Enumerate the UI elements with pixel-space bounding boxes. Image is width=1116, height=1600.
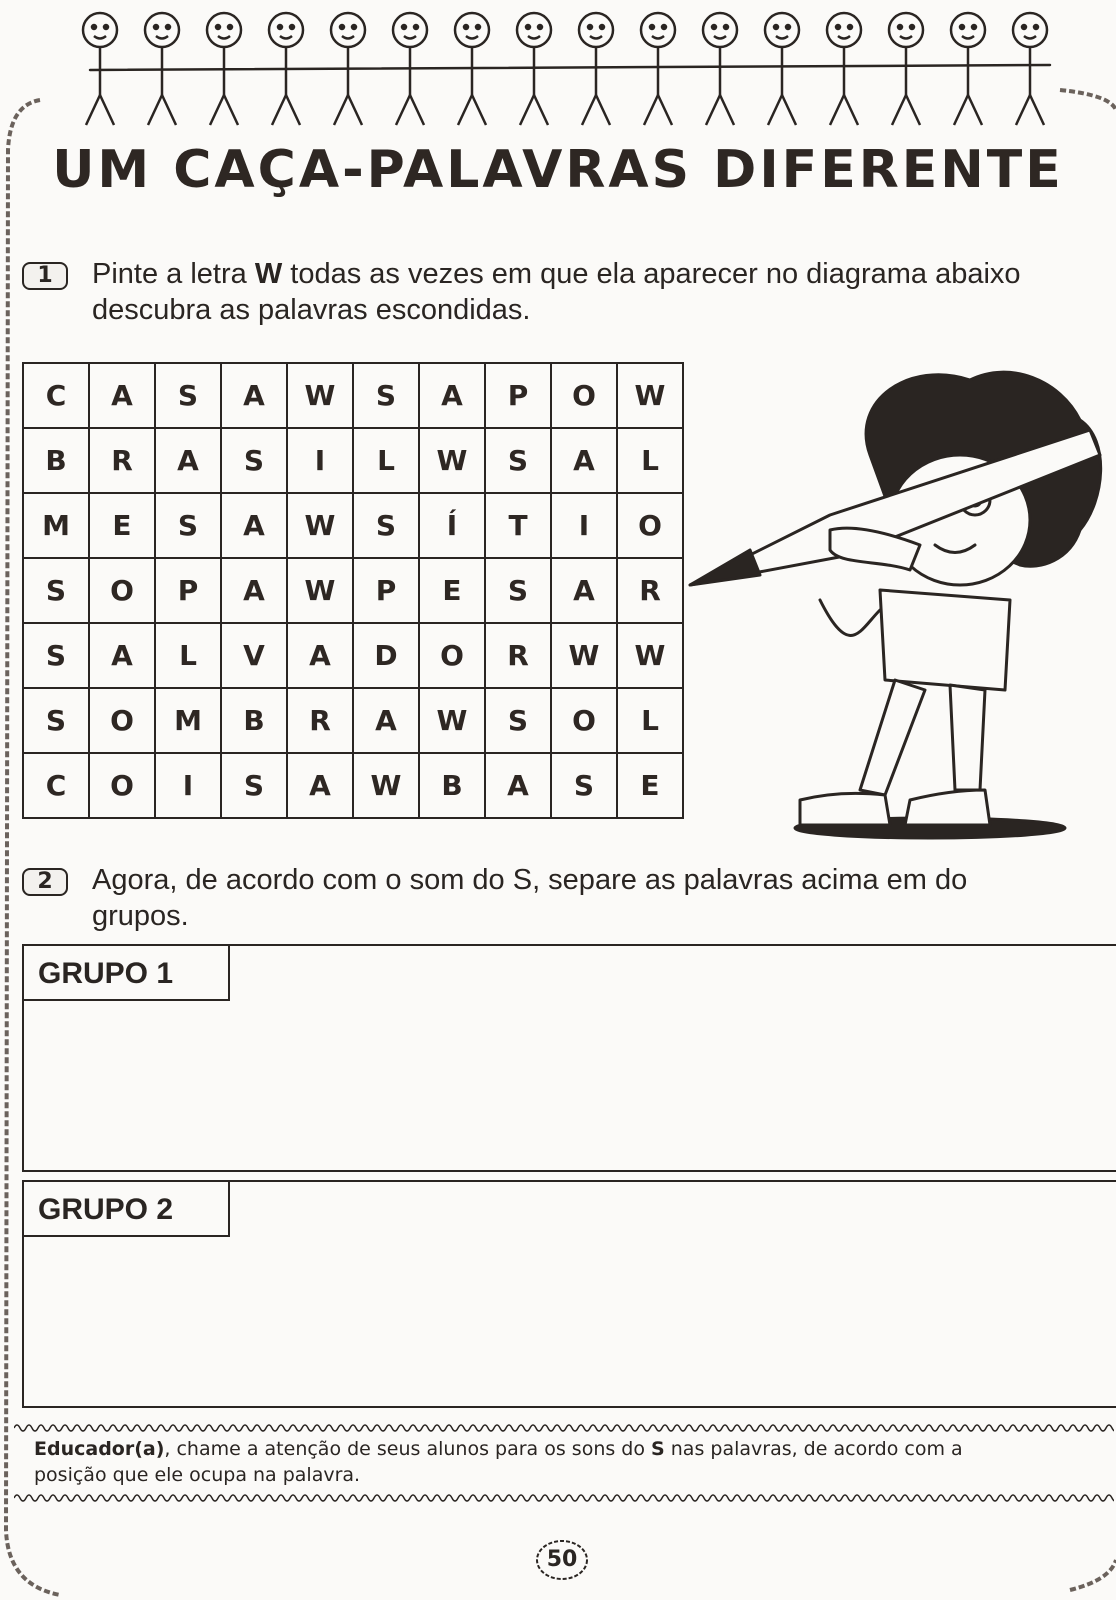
- boy-holding-pencil-illustration: [680, 360, 1110, 840]
- grid-cell[interactable]: W: [287, 558, 353, 623]
- grid-cell[interactable]: R: [485, 623, 551, 688]
- grid-cell[interactable]: O: [89, 753, 155, 818]
- child-figure: [517, 13, 551, 125]
- child-figure: [889, 13, 923, 125]
- note-text-1: , chame a atenção de seus alunos para os sons do: [164, 1438, 652, 1460]
- children-holding-hands-illustration: [60, 0, 1070, 135]
- grid-cell[interactable]: B: [221, 688, 287, 753]
- grid-cell[interactable]: A: [551, 558, 617, 623]
- grid-cell[interactable]: S: [221, 428, 287, 493]
- grid-cell[interactable]: M: [23, 493, 89, 558]
- grid-cell[interactable]: I: [551, 493, 617, 558]
- grid-row: [23, 363, 683, 428]
- grid-cell[interactable]: O: [419, 623, 485, 688]
- q1-text-start: Pinte a letra: [92, 258, 255, 290]
- q1-letter-w: W: [254, 258, 283, 290]
- group-2-answer-box[interactable]: [22, 1180, 1116, 1408]
- grid-cell[interactable]: P: [155, 558, 221, 623]
- q2-text-line2: grupos.: [92, 900, 189, 932]
- grid-row: [23, 688, 683, 753]
- child-figure: [765, 13, 799, 125]
- grid-cell[interactable]: S: [155, 493, 221, 558]
- grid-cell[interactable]: L: [353, 428, 419, 493]
- grid-cell[interactable]: L: [617, 688, 683, 753]
- grid-cell[interactable]: E: [617, 753, 683, 818]
- grid-row: [23, 558, 683, 623]
- grid-cell[interactable]: E: [419, 558, 485, 623]
- grid-row: [23, 753, 683, 818]
- grid-cell[interactable]: W: [617, 363, 683, 428]
- grid-cell[interactable]: S: [23, 623, 89, 688]
- child-figure: [951, 13, 985, 125]
- grid-cell[interactable]: O: [551, 688, 617, 753]
- child-figure: [827, 13, 861, 125]
- grid-cell[interactable]: D: [353, 623, 419, 688]
- grid-cell[interactable]: S: [353, 363, 419, 428]
- grid-cell[interactable]: Í: [419, 493, 485, 558]
- grid-cell[interactable]: B: [23, 428, 89, 493]
- grid-cell[interactable]: V: [221, 623, 287, 688]
- page-title: UM CAÇA-PALAVRAS DIFERENTE: [52, 140, 1064, 200]
- note-top-border: [14, 1422, 1114, 1434]
- grid-cell[interactable]: P: [353, 558, 419, 623]
- grid-cell[interactable]: A: [89, 363, 155, 428]
- grid-cell[interactable]: W: [551, 623, 617, 688]
- grid-row: [23, 428, 683, 493]
- grid-cell[interactable]: A: [485, 753, 551, 818]
- grid-cell[interactable]: A: [221, 558, 287, 623]
- grid-cell[interactable]: E: [89, 493, 155, 558]
- grid-cell[interactable]: C: [23, 363, 89, 428]
- group-2-label: GRUPO 2: [24, 1182, 230, 1237]
- grid-row: [23, 623, 683, 688]
- grid-cell[interactable]: R: [89, 428, 155, 493]
- grid-cell[interactable]: B: [419, 753, 485, 818]
- group-1-label: GRUPO 1: [24, 946, 230, 1001]
- grid-cell[interactable]: A: [89, 623, 155, 688]
- grid-cell[interactable]: S: [551, 753, 617, 818]
- note-bottom-border: [14, 1492, 1114, 1504]
- child-figure: [641, 13, 675, 125]
- grid-cell[interactable]: W: [353, 753, 419, 818]
- grid-cell[interactable]: S: [23, 688, 89, 753]
- grid-cell[interactable]: S: [485, 688, 551, 753]
- note-letter-s: S: [651, 1438, 665, 1460]
- grid-cell[interactable]: W: [419, 688, 485, 753]
- question-1-number: 1: [22, 262, 68, 290]
- grid-cell[interactable]: T: [485, 493, 551, 558]
- note-text-2: nas palavras, de acordo com a: [664, 1438, 963, 1460]
- grid-cell[interactable]: W: [419, 428, 485, 493]
- grid-cell[interactable]: O: [551, 363, 617, 428]
- question-2-text: [92, 862, 1112, 934]
- grid-cell[interactable]: C: [23, 753, 89, 818]
- grid-cell[interactable]: A: [221, 363, 287, 428]
- grid-row: [23, 493, 683, 558]
- note-text-line2: posição que ele ocupa na palavra.: [34, 1464, 361, 1486]
- grid-cell[interactable]: W: [287, 363, 353, 428]
- grid-cell[interactable]: W: [287, 493, 353, 558]
- grid-cell[interactable]: S: [155, 363, 221, 428]
- grid-cell[interactable]: I: [155, 753, 221, 818]
- grid-cell[interactable]: O: [617, 493, 683, 558]
- grid-cell[interactable]: S: [353, 493, 419, 558]
- grid-cell[interactable]: P: [485, 363, 551, 428]
- grid-cell[interactable]: S: [485, 428, 551, 493]
- child-figure: [579, 13, 613, 125]
- grid-cell[interactable]: A: [287, 623, 353, 688]
- grid-cell[interactable]: S: [221, 753, 287, 818]
- grid-cell[interactable]: I: [287, 428, 353, 493]
- grid-cell[interactable]: A: [155, 428, 221, 493]
- grid-cell[interactable]: M: [155, 688, 221, 753]
- grid-cell[interactable]: S: [485, 558, 551, 623]
- grid-cell[interactable]: O: [89, 688, 155, 753]
- grid-cell[interactable]: L: [617, 428, 683, 493]
- q1-text-line2: descubra as palavras escondidas.: [92, 294, 531, 326]
- group-1-answer-box[interactable]: [22, 944, 1116, 1172]
- question-2-number: 2: [22, 868, 68, 896]
- page-number-value: 50: [546, 1547, 578, 1572]
- grid-cell[interactable]: A: [221, 493, 287, 558]
- grid-cell[interactable]: A: [287, 753, 353, 818]
- grid-cell[interactable]: A: [353, 688, 419, 753]
- grid-cell[interactable]: R: [287, 688, 353, 753]
- educator-note: [14, 1422, 1114, 1504]
- q2-text-line1: Agora, de acordo com o som do S, separe as palavras acima em do: [92, 864, 968, 896]
- word-search-grid: [22, 362, 684, 819]
- grid-cell[interactable]: L: [155, 623, 221, 688]
- grid-cell[interactable]: R: [617, 558, 683, 623]
- grid-cell[interactable]: A: [551, 428, 617, 493]
- grid-cell[interactable]: S: [23, 558, 89, 623]
- page-number: [534, 1538, 590, 1582]
- grid-cell[interactable]: O: [89, 558, 155, 623]
- grid-cell[interactable]: W: [617, 623, 683, 688]
- question-1-text: [92, 256, 1021, 328]
- child-figure: [1013, 13, 1047, 125]
- grid-cell[interactable]: A: [419, 363, 485, 428]
- q1-text-end: todas as vezes em que ela aparecer no diagrama abaixo: [282, 258, 1021, 290]
- note-educator-label: Educador(a): [34, 1438, 165, 1460]
- child-figure: [703, 13, 737, 125]
